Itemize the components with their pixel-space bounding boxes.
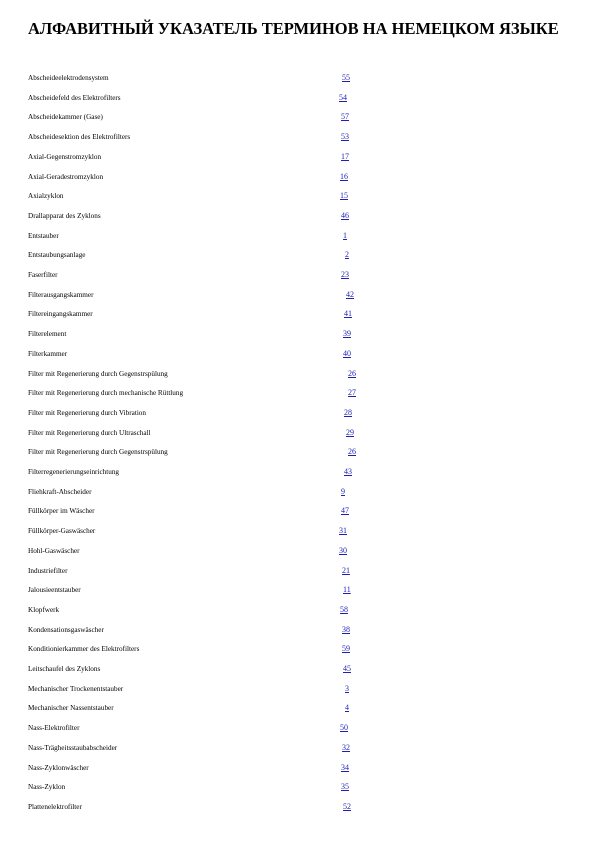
index-term: Mechanischer Nassentstauber bbox=[28, 704, 114, 713]
page-number-link[interactable]: 38 bbox=[342, 624, 350, 634]
index-entry bbox=[28, 386, 568, 400]
page-number-link[interactable]: 53 bbox=[341, 132, 349, 142]
index-entry bbox=[28, 564, 568, 578]
page-number-link[interactable]: 41 bbox=[344, 309, 352, 319]
index-term: Filterausgangskammer bbox=[28, 290, 94, 299]
page-number-link[interactable]: 55 bbox=[342, 73, 350, 82]
index-term: Abscheidekammer (Gase) bbox=[28, 113, 103, 122]
index-term: Filterelement bbox=[28, 330, 67, 339]
page-number-link[interactable]: 23 bbox=[341, 270, 349, 279]
index-entry bbox=[28, 642, 568, 656]
page-number-link[interactable]: 28 bbox=[344, 407, 352, 417]
index-term: Industriefilter bbox=[28, 566, 68, 575]
page-number-link[interactable]: 31 bbox=[339, 526, 347, 536]
page-number-link[interactable]: 2 bbox=[345, 250, 349, 260]
index-entry bbox=[28, 780, 568, 794]
index-term: Abscheideelektrodensystem bbox=[28, 74, 109, 82]
index-term: Axial-Gegenstromzyklon bbox=[28, 152, 102, 161]
page-number-link[interactable]: 52 bbox=[343, 801, 351, 811]
index-entry bbox=[28, 623, 568, 637]
index-entry bbox=[28, 367, 568, 381]
page-number-link[interactable]: 15 bbox=[340, 191, 348, 201]
index-entry bbox=[28, 583, 568, 597]
page-number-link[interactable]: 21 bbox=[342, 565, 350, 575]
page-number-link[interactable]: 29 bbox=[346, 427, 354, 437]
index-entry bbox=[28, 268, 568, 282]
index-term: Drallapparat des Zyklons bbox=[28, 211, 101, 220]
index-term: Filter mit Regenerierung durch Vibration bbox=[28, 408, 146, 417]
index-term: Füllkörper im Wäscher bbox=[28, 507, 95, 516]
index-entry bbox=[28, 741, 568, 755]
page-number-link[interactable]: 59 bbox=[342, 644, 350, 654]
index-entry bbox=[28, 682, 568, 696]
index-term: Nass-Zyklonwäscher bbox=[28, 763, 89, 772]
index-entry bbox=[28, 110, 568, 124]
page-number-link[interactable]: 17 bbox=[341, 151, 349, 161]
index-entry bbox=[28, 465, 568, 479]
index-entry bbox=[28, 288, 568, 302]
index-entry bbox=[28, 485, 568, 499]
index-term: Leitschaufel des Zyklons bbox=[28, 665, 101, 673]
index-term: Filter mit Regenerierung durch Ultraschall bbox=[28, 428, 151, 437]
index-term: Filterregenerierungseinrichtung bbox=[28, 468, 120, 476]
index-term: Plattenelektrofilter bbox=[28, 802, 82, 811]
index-entry bbox=[28, 544, 568, 558]
index-entry bbox=[28, 150, 568, 164]
index-entry bbox=[28, 170, 568, 184]
page-title: АЛФАВИТНЫЙ УКАЗАТЕЛЬ ТЕРМИНОВ НА НЕМЕЦКОМ ЯЗЫКЕ bbox=[28, 19, 559, 38]
page-number-link[interactable]: 42 bbox=[346, 289, 354, 299]
page-number-link[interactable]: 43 bbox=[344, 467, 352, 476]
index-entry bbox=[28, 426, 568, 440]
index-term: Nass-Trägheitsstaubabscheider bbox=[28, 743, 118, 752]
index-term: Nass-Elektrofilter bbox=[28, 724, 80, 733]
page-number-link[interactable]: 54 bbox=[339, 92, 347, 102]
index-entry bbox=[28, 91, 568, 105]
index-entry bbox=[28, 189, 568, 203]
page-number-link[interactable]: 58 bbox=[340, 604, 348, 614]
page-number-link[interactable]: 34 bbox=[341, 762, 349, 772]
page-number-link[interactable]: 45 bbox=[343, 664, 351, 673]
index-entry bbox=[28, 327, 568, 341]
index-entry bbox=[28, 445, 568, 459]
index-term: Entstaubungsanlage bbox=[28, 251, 86, 260]
index-term: Filter mit Regenerierung durch Gegenstrspülung bbox=[28, 369, 168, 378]
index-entry bbox=[28, 209, 568, 223]
page-number-link[interactable]: 57 bbox=[341, 112, 349, 122]
page-number-link[interactable]: 40 bbox=[343, 348, 351, 358]
index-entry bbox=[28, 248, 568, 262]
index-term: Jalousieentstauber bbox=[28, 586, 81, 595]
index-term: Axial-Geradestromzyklon bbox=[28, 172, 104, 181]
index-entry bbox=[28, 662, 568, 676]
term-index bbox=[28, 71, 568, 821]
index-term: Filterkammer bbox=[28, 349, 68, 358]
index-entry bbox=[28, 347, 568, 361]
index-entry bbox=[28, 800, 568, 814]
index-term: Abscheidesektion des Elektrofilters bbox=[28, 133, 131, 142]
index-term: Klopfwerk bbox=[28, 605, 60, 614]
page-number-link[interactable]: 26 bbox=[348, 447, 356, 457]
page-number-link[interactable]: 3 bbox=[345, 683, 349, 693]
page-number-link[interactable]: 4 bbox=[345, 703, 349, 713]
index-term: Filter mit Regenerierung durch Gegenstrspülung bbox=[28, 448, 168, 457]
index-entry bbox=[28, 761, 568, 775]
index-term: Füllkörper-Gaswäscher bbox=[28, 527, 96, 536]
page-number-link[interactable]: 11 bbox=[343, 585, 351, 595]
index-entry bbox=[28, 307, 568, 321]
index-entry bbox=[28, 701, 568, 715]
index-entry bbox=[28, 721, 568, 735]
index-term: Abscheidefeld des Elektrofilters bbox=[28, 93, 121, 102]
index-entry bbox=[28, 71, 568, 85]
page-number-link[interactable]: 9 bbox=[341, 486, 345, 496]
page-number-link[interactable]: 39 bbox=[343, 329, 351, 339]
index-entry bbox=[28, 504, 568, 518]
index-entry bbox=[28, 406, 568, 420]
page-number-link[interactable]: 50 bbox=[340, 723, 348, 733]
page-number-link[interactable]: 16 bbox=[340, 171, 348, 181]
index-term: Axialzyklon bbox=[28, 192, 64, 201]
index-term: Filter mit Regenerierung durch mechanische Rüttlung bbox=[28, 389, 184, 398]
index-term: Entstauber bbox=[28, 231, 59, 240]
page-number-link[interactable]: 30 bbox=[339, 545, 347, 555]
index-term: Hohl-Gaswäscher bbox=[28, 546, 80, 555]
index-term: Filtereingangskammer bbox=[28, 310, 93, 319]
page-number-link[interactable]: 46 bbox=[341, 210, 349, 220]
index-term: Nass-Zyklon bbox=[28, 783, 66, 792]
index-entry bbox=[28, 524, 568, 538]
index-term: Fliehkraft-Abscheider bbox=[28, 487, 92, 496]
page-number-link[interactable]: 32 bbox=[342, 742, 350, 752]
page-number-link[interactable]: 1 bbox=[343, 230, 347, 240]
index-entry bbox=[28, 603, 568, 617]
index-term: Mechanischer Trockenentstauber bbox=[28, 684, 124, 693]
page-number-link[interactable]: 35 bbox=[341, 782, 349, 792]
index-term: Faserfilter bbox=[28, 271, 58, 279]
page-number-link[interactable]: 47 bbox=[341, 506, 349, 516]
index-entry bbox=[28, 130, 568, 144]
page-number-link[interactable]: 26 bbox=[348, 368, 356, 378]
page-number-link[interactable]: 27 bbox=[348, 388, 356, 398]
index-term: Konditionierkammer des Elektrofilters bbox=[28, 645, 140, 654]
index-term: Kondensationsgaswäscher bbox=[28, 625, 104, 634]
index-entry bbox=[28, 229, 568, 243]
